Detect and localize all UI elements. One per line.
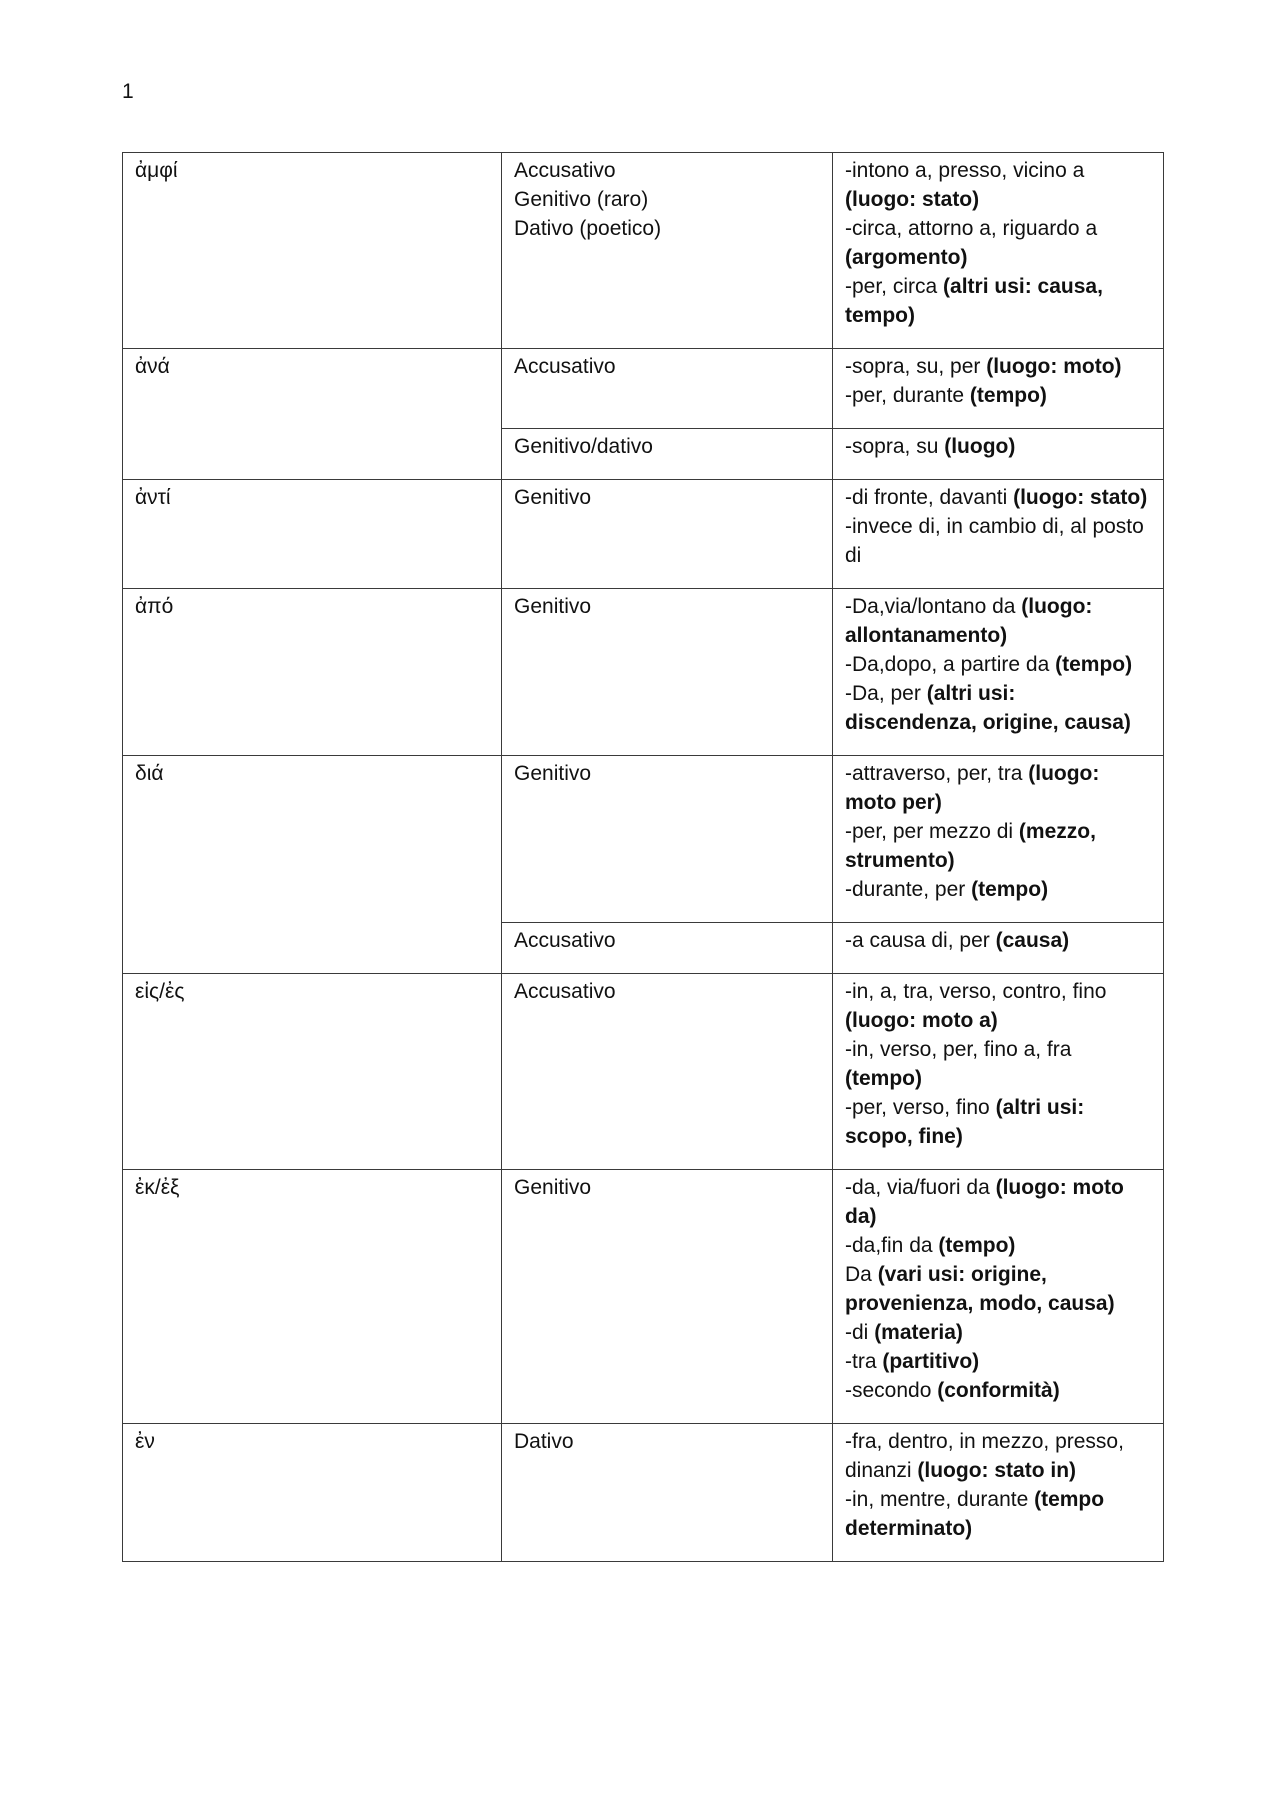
case-cell [502, 429, 833, 480]
case-cell [502, 349, 833, 429]
meaning-line [845, 1318, 1151, 1347]
meaning-cell [833, 480, 1164, 589]
preposition-cell [123, 349, 502, 480]
meaning-category: (luogo: moto per) [845, 762, 1100, 814]
preposition-cell [123, 756, 502, 974]
meaning-cell [833, 923, 1164, 974]
preposition-cell [123, 153, 502, 349]
meaning-text: -Da,via/lontano da [845, 595, 1022, 618]
meaning-category: (argomento) [845, 246, 968, 269]
meaning-line [845, 1347, 1151, 1376]
meaning-text: -fra, dentro, in mezzo, presso, dinanzi [845, 1430, 1124, 1482]
meaning-category: (tempo) [1055, 653, 1133, 676]
meaning-text: -intono a, presso, vicino a [845, 159, 1085, 182]
meaning-text: -per, circa [845, 275, 944, 298]
preposition-text: ἀνά [135, 355, 170, 378]
meaning-text: -a causa di, per [845, 929, 996, 952]
meaning-line [845, 1231, 1151, 1260]
prepositions-table [122, 152, 1164, 1562]
meaning-text: -Da, per [845, 682, 927, 705]
case-label: Genitivo [514, 762, 592, 785]
table-row [123, 1170, 1164, 1424]
meaning-cell [833, 1424, 1164, 1562]
meaning-line [845, 1485, 1151, 1543]
preposition-cell [123, 1424, 502, 1562]
meaning-line [845, 352, 1151, 381]
meaning-category: (luogo: moto) [986, 355, 1122, 378]
meaning-text: -circa, attorno a, riguardo a [845, 217, 1098, 240]
meaning-line [845, 679, 1151, 737]
table-row [123, 1424, 1164, 1562]
case-label: Genitivo (raro) [514, 188, 649, 211]
meaning-category: (mezzo, strumento) [845, 820, 1096, 872]
meaning-text: -per, verso, fino [845, 1096, 996, 1119]
meaning-text: -secondo [845, 1379, 938, 1402]
meaning-category: (luogo: moto a) [845, 1009, 998, 1032]
meaning-line [845, 977, 1151, 1035]
meaning-text: -attraverso, per, tra [845, 762, 1029, 785]
preposition-cell [123, 1170, 502, 1424]
meaning-text: -sopra, su, per [845, 355, 987, 378]
meaning-line [845, 1427, 1151, 1485]
meaning-line [845, 381, 1151, 410]
meaning-cell [833, 153, 1164, 349]
case-cell [502, 480, 833, 589]
meaning-line [845, 926, 1151, 955]
case-label: Accusativo [514, 980, 616, 1003]
meaning-line [845, 1260, 1151, 1318]
meaning-cell [833, 1170, 1164, 1424]
meaning-line [845, 759, 1151, 817]
meaning-category: (tempo) [969, 384, 1047, 407]
preposition-text: ἀντί [135, 486, 171, 509]
case-label: Genitivo [514, 1176, 592, 1199]
meaning-line [845, 483, 1151, 512]
meaning-line [845, 1173, 1151, 1231]
meaning-line [845, 817, 1151, 875]
meaning-text: -di [845, 1321, 875, 1344]
case-cell [502, 923, 833, 974]
case-cell [502, 1170, 833, 1424]
meaning-category: (altri usi: scopo, fine) [845, 1096, 1085, 1148]
meaning-line [845, 1035, 1151, 1093]
meaning-category: (luogo) [944, 435, 1016, 458]
meaning-line [845, 1093, 1151, 1151]
meaning-category: (conformità) [937, 1379, 1060, 1402]
meaning-line [845, 875, 1151, 904]
meaning-text: Da [845, 1263, 878, 1286]
preposition-text: ἐκ/ἐξ [135, 1176, 180, 1199]
table-row [123, 153, 1164, 349]
meaning-line [845, 156, 1151, 214]
case-label: Genitivo [514, 486, 592, 509]
meaning-text: -Da,dopo, a partire da [845, 653, 1056, 676]
meaning-line [845, 1376, 1151, 1405]
meaning-cell [833, 349, 1164, 429]
meaning-cell [833, 589, 1164, 756]
meaning-text: -in, a, tra, verso, contro, fino [845, 980, 1107, 1003]
meaning-category: (tempo determinato) [845, 1488, 1105, 1540]
case-label: Accusativo [514, 159, 616, 182]
preposition-text: ἀπό [135, 595, 174, 618]
preposition-text: ἀμφί [135, 159, 178, 182]
case-label: Accusativo [514, 355, 616, 378]
meaning-category: (altri usi: discendenza, origine, causa) [845, 682, 1131, 734]
case-label: Genitivo [514, 595, 592, 618]
table-row [123, 589, 1164, 756]
meaning-text: -in, verso, per, fino a, fra [845, 1038, 1072, 1061]
meaning-category: (tempo) [938, 1234, 1016, 1257]
meaning-text: -sopra, su [845, 435, 945, 458]
meaning-text: -durante, per [845, 878, 972, 901]
meaning-text: -di fronte, davanti [845, 486, 1014, 509]
preposition-text: διά [135, 762, 164, 785]
meaning-line [845, 512, 1151, 570]
meaning-text: -per, per mezzo di [845, 820, 1019, 843]
meaning-cell [833, 756, 1164, 923]
meaning-line [845, 272, 1151, 330]
case-label: Dativo [514, 1430, 574, 1453]
meaning-category: (luogo: stato in) [917, 1459, 1077, 1482]
meaning-text: -invece di, in cambio di, al posto di [845, 515, 1144, 567]
meaning-category: (tempo) [971, 878, 1049, 901]
table-row [123, 349, 1164, 429]
table-row [123, 974, 1164, 1170]
meaning-category: (luogo: allontanamento) [845, 595, 1093, 647]
preposition-cell [123, 974, 502, 1170]
meaning-line [845, 214, 1151, 272]
table-row [123, 480, 1164, 589]
meaning-text: -in, mentre, durante [845, 1488, 1035, 1511]
preposition-text: ἐν [135, 1430, 155, 1453]
meaning-category: (tempo) [845, 1067, 922, 1090]
meaning-line [845, 592, 1151, 650]
meaning-category: (luogo: moto da) [845, 1176, 1124, 1228]
meaning-category: (partitivo) [882, 1350, 980, 1373]
meaning-category: (causa) [995, 929, 1070, 952]
preposition-cell [123, 480, 502, 589]
meaning-cell [833, 974, 1164, 1170]
case-cell [502, 153, 833, 349]
table-row [123, 756, 1164, 923]
meaning-text: -per, durante [845, 384, 970, 407]
meaning-text: -da,fin da [845, 1234, 939, 1257]
preposition-text: εἰς/ἐς [135, 980, 185, 1003]
case-label: Genitivo/dativo [514, 435, 653, 458]
case-label: Accusativo [514, 929, 616, 952]
case-cell [502, 589, 833, 756]
case-label: Dativo (poetico) [514, 217, 662, 240]
meaning-category: (vari usi: origine, provenienza, modo, causa) [845, 1263, 1115, 1315]
meaning-line [845, 432, 1151, 461]
meaning-text: -tra [845, 1350, 883, 1373]
case-cell [502, 974, 833, 1170]
meaning-text: -da, via/fuori da [845, 1176, 996, 1199]
case-cell [502, 1424, 833, 1562]
page-number: 1 [122, 80, 134, 103]
meaning-category: (luogo: stato) [1013, 486, 1148, 509]
meaning-category: (altri usi: causa, tempo) [845, 275, 1103, 327]
meaning-line [845, 650, 1151, 679]
meaning-cell [833, 429, 1164, 480]
case-cell [502, 756, 833, 923]
meaning-category: (materia) [874, 1321, 963, 1344]
meaning-category: (luogo: stato) [845, 188, 980, 211]
preposition-cell [123, 589, 502, 756]
